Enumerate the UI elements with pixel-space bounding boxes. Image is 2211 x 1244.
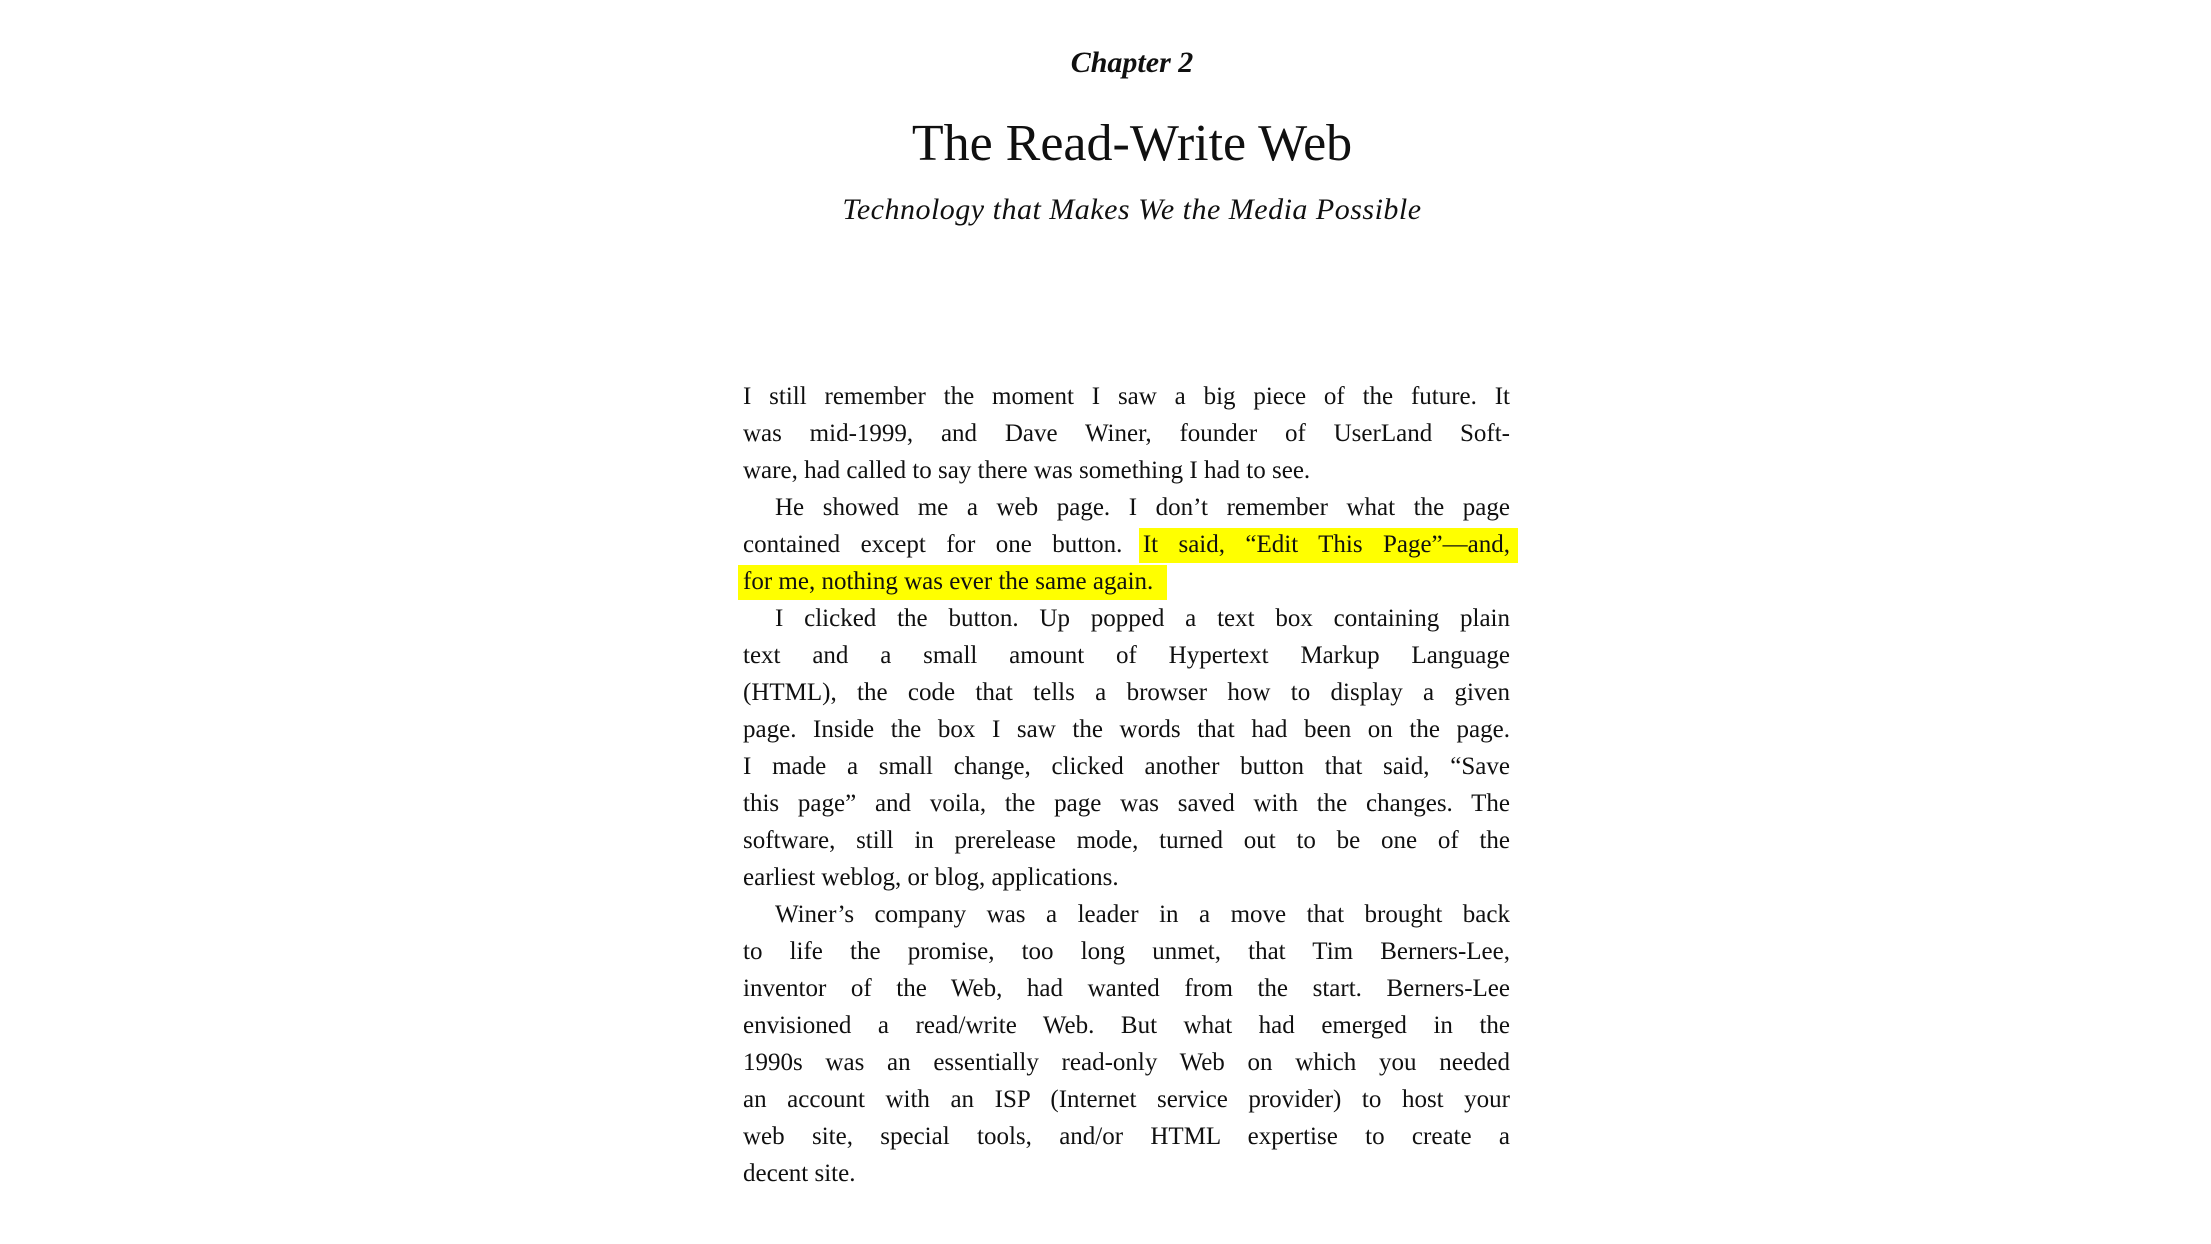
text-line: envisioned a read/write Web. But what had emerged in the (743, 1012, 1510, 1039)
text-line: inventor of the Web, had wanted from the start. Berners-Lee (743, 975, 1510, 1002)
text-line: earliest weblog, or blog, applications. (743, 864, 1119, 891)
text-line: He showed me a web page. I don’t remember what the page (775, 494, 1510, 521)
text-line-with-highlight (743, 526, 1510, 563)
chapter-label: Chapter 2 (1070, 46, 1194, 79)
text-line: ware, had called to say there was something I had to see. (743, 457, 1311, 484)
text-line: software, still in prerelease mode, turned out to be one of the (743, 827, 1510, 854)
text-line: to life the promise, too long unmet, that Tim Berners-Lee, (743, 938, 1510, 965)
highlighted-text: for me, nothing was ever the same again. (738, 565, 1167, 600)
text-line: decent site. (743, 1160, 856, 1187)
text-line: an account with an ISP (Internet service provider) to host your (743, 1086, 1510, 1113)
text-line: page. Inside the box I saw the words that had been on the page. (743, 716, 1510, 743)
text-line: 1990s was an essentially read-only Web on which you needed (743, 1049, 1510, 1076)
text-line: I clicked the button. Up popped a text box containing plain (775, 605, 1510, 632)
text-segment: contained except for one button. (743, 531, 1123, 558)
text-line: text and a small amount of Hypertext Markup Language (743, 642, 1510, 669)
page-subtitle: Technology that Makes We the Media Possible (842, 193, 1422, 226)
text-line-with-highlight (743, 563, 1510, 600)
page-title: The Read-Write Web (911, 115, 1353, 172)
body-text (743, 378, 1510, 1192)
text-line: (HTML), the code that tells a browser how to display a given (743, 679, 1510, 706)
highlighted-text: It said, “Edit This Page”—and, (1139, 528, 1518, 563)
text-line: Winer’s company was a leader in a move that brought back (775, 901, 1510, 928)
text-line: was mid-1999, and Dave Winer, founder of UserLand Soft- (743, 420, 1510, 447)
text-line: this page” and voila, the page was saved with the changes. The (743, 790, 1510, 817)
text-line: web site, special tools, and/or HTML expertise to create a (743, 1123, 1510, 1150)
text-line: I still remember the moment I saw a big piece of the future. It (743, 383, 1510, 410)
text-line: I made a small change, clicked another button that said, “Save (743, 753, 1510, 780)
